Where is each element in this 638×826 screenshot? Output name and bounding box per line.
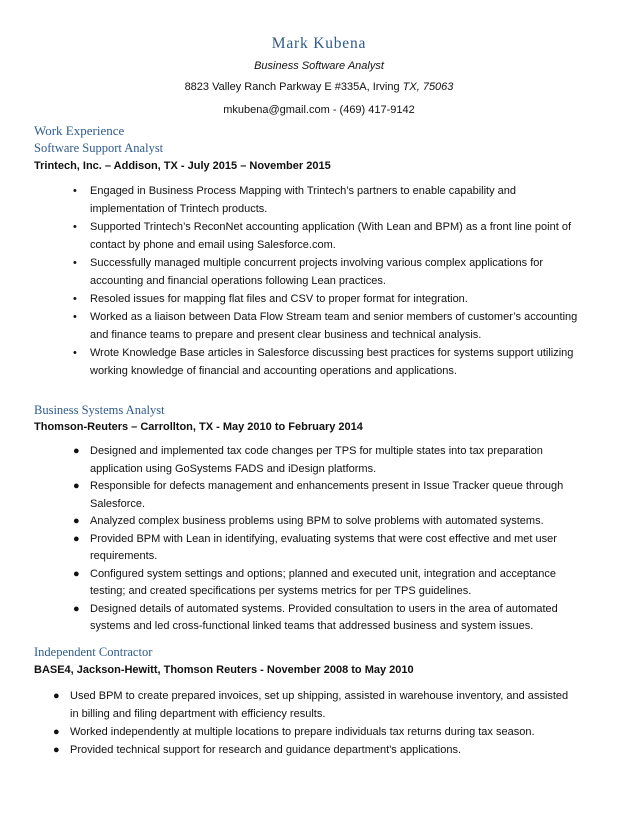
list-item [73, 478, 588, 513]
list-item [73, 443, 588, 478]
job-title: Independent Contractor [34, 645, 153, 659]
address-state-zip: TX, 75063 [402, 81, 454, 93]
bullet-text: Provided technical support for research and guidance department's applications. [70, 744, 461, 756]
bullet-icon: • [73, 257, 77, 269]
bullet-text: Configured system settings and options; planned and executed unit, integration and acceptance testing; and created specifications per systems metrics for per TPS guidelines. [90, 567, 556, 597]
bullet-icon: ● [53, 726, 60, 738]
job-title: Business Systems Analyst [34, 403, 165, 417]
list-item [73, 566, 588, 601]
bullet-icon: ● [73, 515, 80, 527]
bullet-icon: • [73, 293, 77, 305]
list-item [53, 687, 570, 723]
bullet-text: Worked independently at multiple locations to prepare individuals tax returns during tax season. [70, 726, 535, 738]
list-item [73, 344, 590, 380]
bullet-text: Provided BPM with Lean in identifying, evaluating systems that were cost effective and met user requirements. [90, 532, 557, 562]
list-item [73, 308, 590, 344]
bullet-icon: • [73, 221, 77, 233]
resume-address [0, 81, 638, 93]
list-item [73, 513, 588, 531]
bullet-text: Supported Trintech’s ReconNet accounting application (With Lean and BPM) as a front line point of contact by phone and email using Salesforce.com. [90, 221, 572, 251]
list-item [53, 723, 570, 741]
list-item [73, 290, 590, 308]
bullet-text: Worked as a liaison between Data Flow Stream team and senior members of customer’s accounting and finance teams to prepare and present clear business and technical analysis. [90, 311, 578, 341]
bullet-text: Successfully managed multiple concurrent projects involving various complex applications for accounting and financial operations following Lean practices. [90, 257, 544, 287]
bullet-icon: ● [53, 690, 60, 702]
bullet-icon: ● [73, 567, 80, 580]
bullet-icon: ● [73, 445, 80, 457]
bullet-icon: • [73, 185, 77, 197]
job-company: Trintech, Inc. – Addison, TX - July 2015 – November 2015 [34, 160, 331, 172]
section-title-work-experience: Work Experience [34, 123, 125, 138]
resume-name: Mark Kubena [271, 35, 367, 52]
bullet-text: Responsible for defects management and enhancements present in Issue Tracker queue through Salesforce. [90, 480, 564, 510]
bullet-text: Used BPM to create prepared invoices, set up shipping, assisted in warehouse inventory, and assisted in billing and filing department with efficiency results. [70, 690, 569, 720]
address-street: 8823 Valley Ranch Parkway E #335A, Irving [184, 81, 403, 93]
bullet-icon: ● [73, 480, 80, 492]
list-item [53, 741, 570, 759]
job-bullet-list [73, 443, 588, 636]
list-item [73, 531, 588, 566]
job-company: BASE4, Jackson-Hewitt, Thomson Reuters - November 2008 to May 2010 [34, 664, 414, 676]
resume-contact: mkubena@gmail.com - (469) 417-9142 [223, 104, 415, 116]
bullet-text: Wrote Knowledge Base articles in Salesforce discussing best practices for systems support utilizing working knowledge of financial and accounting operations and applications. [90, 347, 574, 377]
resume-role: Business Software Analyst [254, 60, 384, 72]
list-item [73, 601, 588, 636]
bullet-icon: ● [73, 532, 80, 545]
bullet-icon: • [73, 347, 77, 359]
bullet-text: Analyzed complex business problems using BPM to solve problems with automated systems. [90, 515, 544, 527]
list-item [73, 182, 590, 218]
bullet-text: Resoled issues for mapping flat files and CSV to proper format for integration. [90, 293, 468, 305]
bullet-text: Designed details of automated systems. Provided consultation to users in the area of automated systems and led cross-functional linked teams that addressed business and system issues. [90, 602, 558, 632]
bullet-icon: ● [53, 744, 60, 756]
job-bullet-list [53, 687, 570, 759]
job-bullet-list [73, 182, 590, 380]
bullet-icon: ● [73, 602, 80, 615]
list-item [73, 218, 590, 254]
bullet-icon: • [73, 311, 77, 323]
list-item [73, 254, 590, 290]
job-title: Software Support Analyst [34, 141, 164, 155]
bullet-text: Designed and implemented tax code changes per TPS for multiple states into tax preparation application using GoSystems FADS and iDesign platforms. [90, 445, 543, 475]
job-company: Thomson-Reuters – Carrollton, TX - May 2010 to February 2014 [34, 421, 363, 433]
bullet-text: Engaged in Business Process Mapping with Trintech’s partners to enable capability and implementation of Trintech products. [90, 185, 516, 215]
